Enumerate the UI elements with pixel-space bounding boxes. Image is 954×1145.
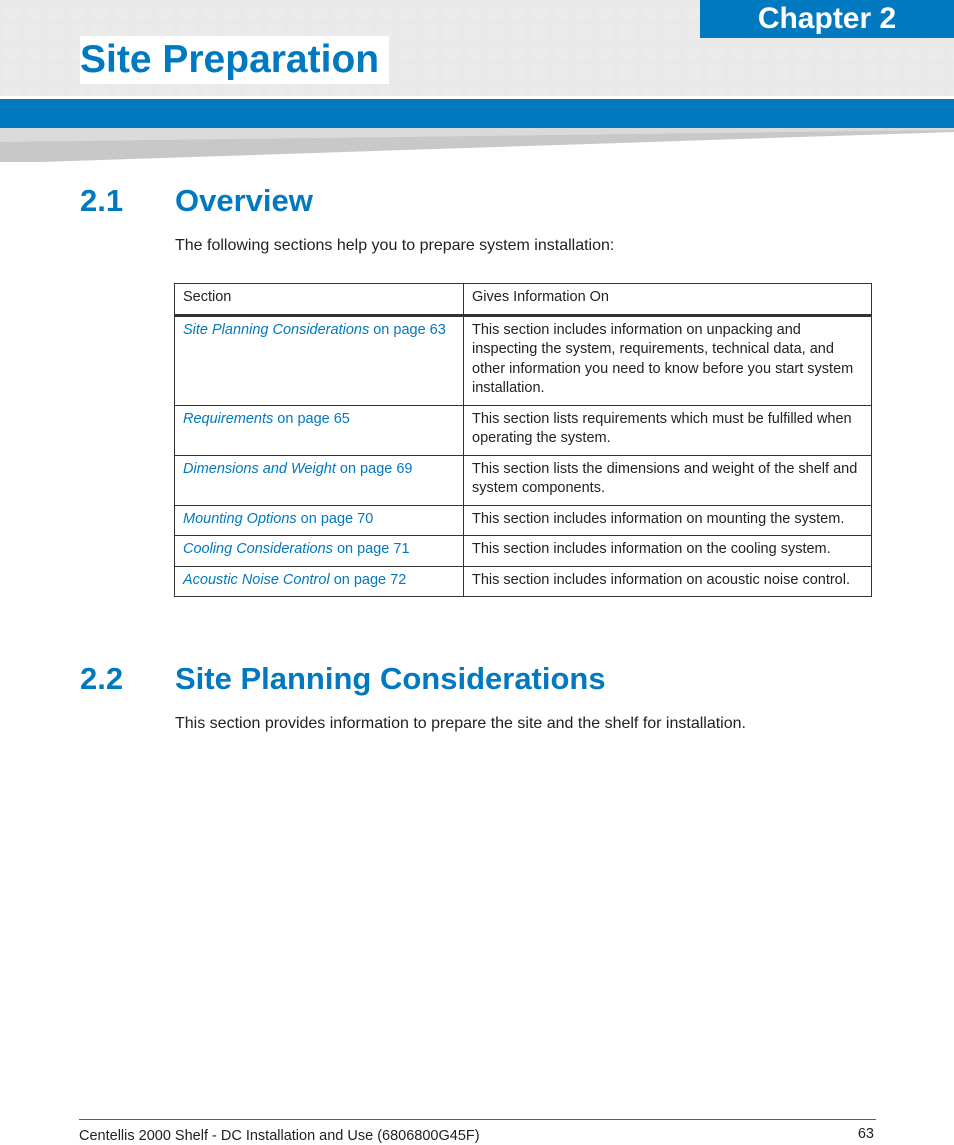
info-cell: This section includes information on the cooling system.	[464, 536, 872, 567]
section-link-title: Dimensions and Weight	[183, 460, 336, 477]
section-link[interactable]	[183, 411, 350, 427]
column-header: Section	[175, 284, 464, 316]
section-cell	[175, 315, 464, 405]
info-cell: This section lists the dimensions and weight of the shelf and system components.	[464, 455, 872, 505]
section-number: 2.2	[80, 661, 124, 696]
section-title: Overview	[175, 183, 313, 218]
section-heading-site-planning	[80, 661, 606, 697]
section-link-title: Cooling Considerations	[183, 541, 333, 557]
footer-rule	[79, 1119, 876, 1120]
info-cell: This section includes information on acoustic noise control.	[464, 566, 872, 597]
table-header-row	[175, 284, 872, 316]
section-cell	[175, 455, 464, 505]
info-cell: This section lists requirements which must be fulfilled when operating the system.	[464, 405, 872, 455]
section-link-page-ref: on page 69	[335, 460, 413, 477]
section-cell	[175, 505, 464, 536]
info-cell: This section includes information on unpacking and inspecting the system, requirements, technical data, and other information you need to know before you start system installation.	[464, 315, 872, 405]
section-link[interactable]	[183, 322, 446, 338]
section-link-page-ref: on page 71	[332, 541, 410, 557]
section-link[interactable]	[183, 461, 412, 477]
section-link-title: Site Planning Considerations	[183, 321, 370, 338]
section-link-page-ref: on page 70	[296, 510, 374, 527]
header-gray-wedge	[0, 128, 954, 164]
section-title: Site Planning Considerations	[175, 661, 606, 696]
section-link-title: Mounting Options	[183, 510, 297, 527]
section-link[interactable]	[183, 511, 373, 527]
section-link-page-ref: on page 72	[329, 571, 407, 588]
section-heading-overview	[80, 183, 313, 219]
footer-doc-title: Centellis 2000 Shelf - DC Installation and Use (6806800G45F)	[79, 1128, 480, 1144]
footer-page-number: 63	[857, 1126, 874, 1142]
section-cell	[175, 405, 464, 455]
section-cell	[175, 536, 464, 567]
table-row	[175, 405, 872, 455]
table-row	[175, 455, 872, 505]
site-planning-intro: This section provides information to prepare the site and the shelf for installation.	[175, 715, 746, 732]
table-row	[175, 315, 872, 405]
chapter-tab: Chapter 2	[700, 0, 954, 38]
overview-intro: The following sections help you to prepare system installation:	[175, 237, 615, 254]
section-link[interactable]	[183, 572, 406, 588]
section-number: 2.1	[80, 183, 124, 218]
info-cell: This section includes information on mounting the system.	[464, 505, 872, 536]
table-row	[175, 536, 872, 567]
page-title: Site Preparation	[80, 36, 389, 84]
section-link-title: Acoustic Noise Control	[183, 571, 330, 588]
section-cell	[175, 566, 464, 597]
overview-table	[174, 283, 872, 597]
header-blue-band	[0, 99, 954, 128]
table-row	[175, 566, 872, 597]
section-link-page-ref: on page 65	[273, 410, 350, 427]
section-link-page-ref: on page 63	[369, 321, 446, 338]
column-header: Gives Information On	[464, 284, 872, 316]
table-row	[175, 505, 872, 536]
section-link-title: Requirements	[183, 410, 274, 427]
section-link[interactable]	[183, 541, 410, 557]
